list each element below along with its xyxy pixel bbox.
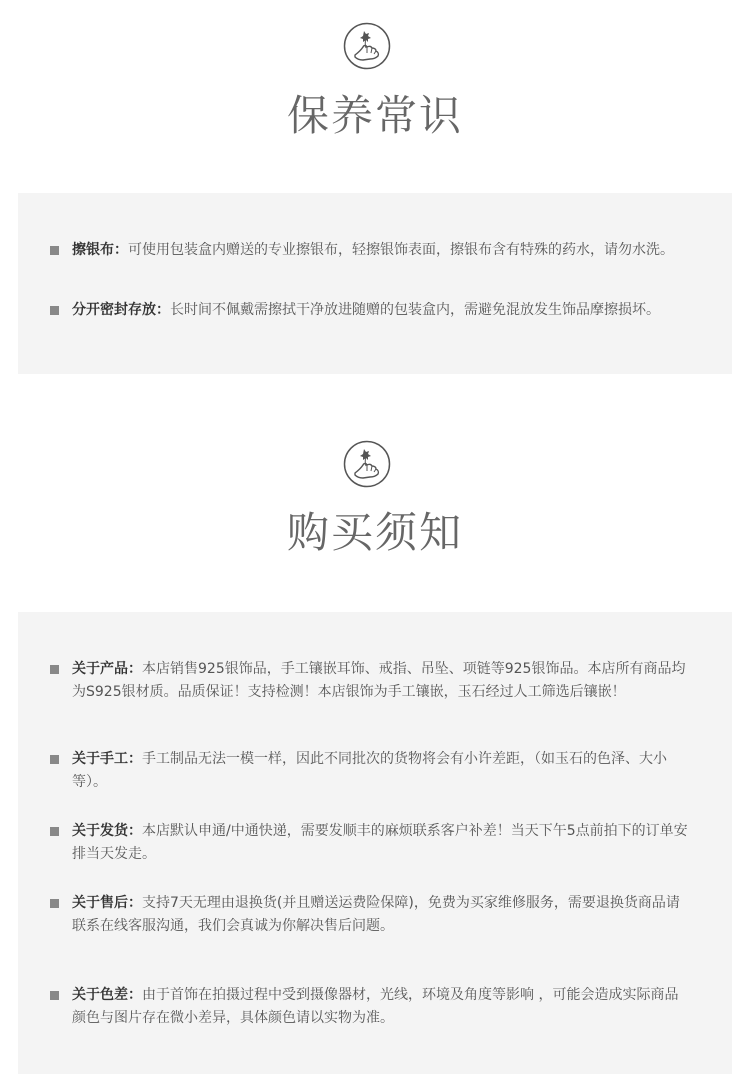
item-text: 本店销售925银饰品，手工镶嵌耳饰、戒指、吊坠、项链等925银饰品。本店所有商品均为S925银材质。品质保证！支持检测！本店银饰为手工镶嵌，玉石经过人工筛选后镶嵌！ [72,661,686,700]
item-text: 本店默认申通/中通快递，需要发顺丰的麻烦联系客户补差！当天下午5点前拍下的订单安排当天发走。 [72,823,688,862]
square-bullet-icon [50,899,59,908]
list-item [50,658,690,704]
list-item [50,299,690,322]
item-label: 关于手工： [72,751,142,767]
square-bullet-icon [50,246,59,255]
item-label: 关于产品： [72,661,142,677]
item-label: 关于售后： [72,895,142,911]
square-bullet-icon [50,665,59,674]
square-bullet-icon [50,991,59,1000]
care-section-title: 保养常识 [286,91,463,140]
item-text: 长时间不佩戴需擦拭干净放进随赠的包装盒内，需避免混放发生饰品摩擦损坏。 [170,302,660,318]
list-item [50,892,690,938]
item-label: 分开密封存放： [72,302,170,318]
item-text: 由于首饰在拍摄过程中受到摄像器材，光线，环境及角度等影响 ，可能会造成实际商品颜色与图片存在微小差异，具体颜色请以实物为准。 [72,987,679,1026]
list-item [50,820,690,866]
hand-holding-flower-icon [343,440,391,488]
square-bullet-icon [50,306,59,315]
item-text: 支持7天无理由退换货(并且赠送运费险保障)，免费为买家维修服务，需要退换货商品请联系在线客服沟通，我们会真诚为你解决售后问题。 [72,895,680,934]
list-item [50,984,690,1030]
list-item [50,239,690,262]
item-label: 擦银布： [72,242,128,258]
item-text: 可使用包装盒内赠送的专业擦银布，轻擦银饰表面，擦银布含有特殊的药水，请勿水洗。 [128,242,674,258]
hand-holding-flower-icon [343,22,391,70]
list-item [50,748,690,794]
item-label: 关于色差： [72,987,142,1003]
purchase-section-title: 购买须知 [286,508,463,557]
purchase-notes-panel [18,612,732,1074]
square-bullet-icon [50,755,59,764]
care-tips-panel [18,193,732,374]
square-bullet-icon [50,827,59,836]
item-label: 关于发货： [72,823,142,839]
item-text: 手工制品无法一模一样，因此不同批次的货物将会有小许差距，（如玉石的色泽、大小等）。 [72,751,667,790]
